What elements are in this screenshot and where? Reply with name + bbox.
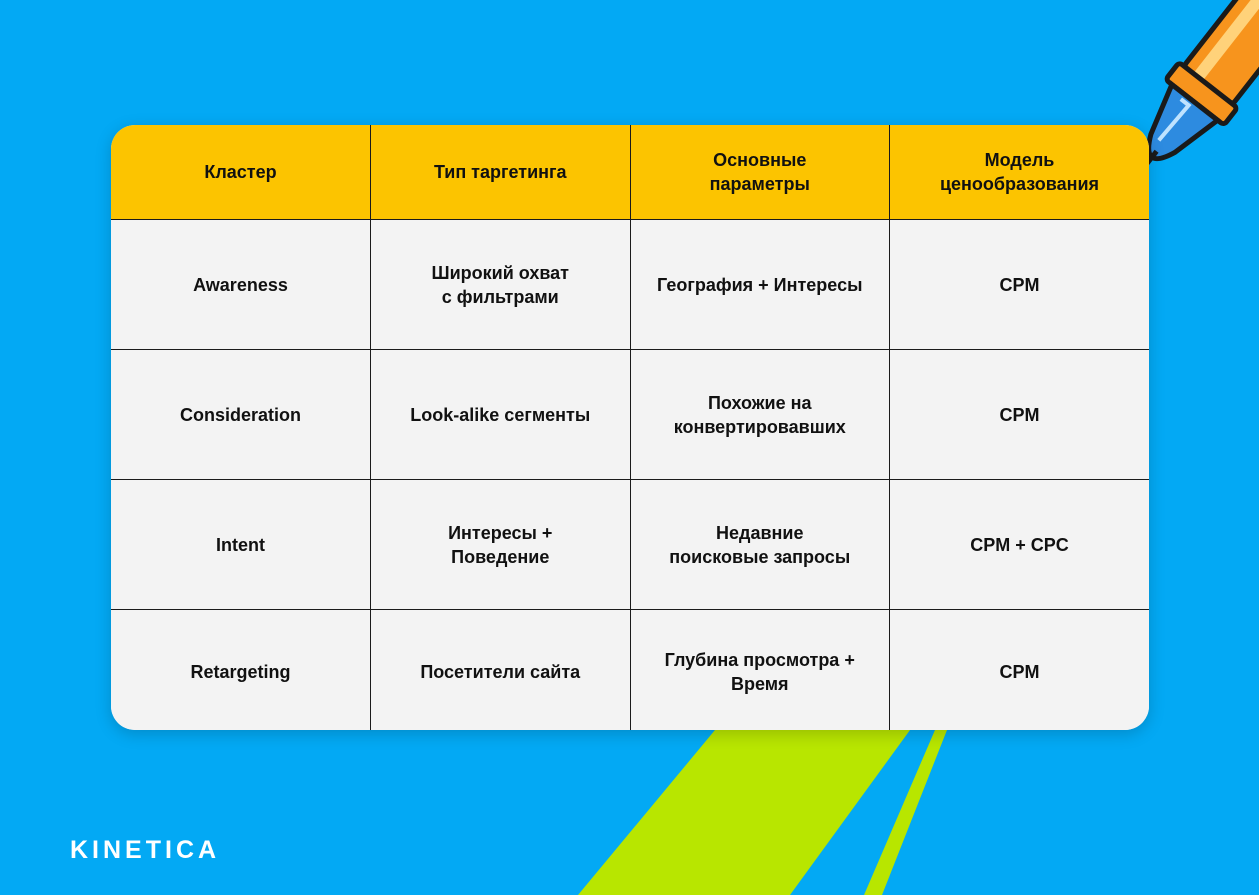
table-cell: География + Интересы [630, 220, 890, 350]
table-cell: CPM [890, 350, 1150, 480]
header-pricing-model: Модель ценообразования [890, 125, 1150, 220]
table-cell: Недавние поисковые запросы [630, 480, 890, 610]
table-header-row [111, 125, 1149, 220]
targeting-table [111, 125, 1149, 730]
table-row [111, 220, 1149, 350]
table-cell: Consideration [111, 350, 371, 480]
table-row [111, 480, 1149, 610]
table-cell: CPM [890, 220, 1150, 350]
table-row [111, 610, 1149, 731]
table-cell: CPM + CPC [890, 480, 1150, 610]
table-cell: Широкий охват с фильтрами [371, 220, 631, 350]
table-cell: Похожие на конвертировавших [630, 350, 890, 480]
brand-logo: KINETICA [70, 836, 221, 864]
table-cell: Awareness [111, 220, 371, 350]
pricing-table-card [111, 125, 1149, 730]
table-row [111, 350, 1149, 480]
header-cluster: Кластер [111, 125, 371, 220]
table-cell: Глубина просмотра + Время [630, 610, 890, 731]
table-cell: Intent [111, 480, 371, 610]
table-cell: Посетители сайта [371, 610, 631, 731]
table-cell: CPM [890, 610, 1150, 731]
header-targeting-type: Тип таргетинга [371, 125, 631, 220]
table-cell: Интересы + Поведение [371, 480, 631, 610]
table-cell: Retargeting [111, 610, 371, 731]
green-stripe-wide [578, 730, 910, 895]
header-main-params: Основные параметры [630, 125, 890, 220]
table-cell: Look-alike сегменты [371, 350, 631, 480]
